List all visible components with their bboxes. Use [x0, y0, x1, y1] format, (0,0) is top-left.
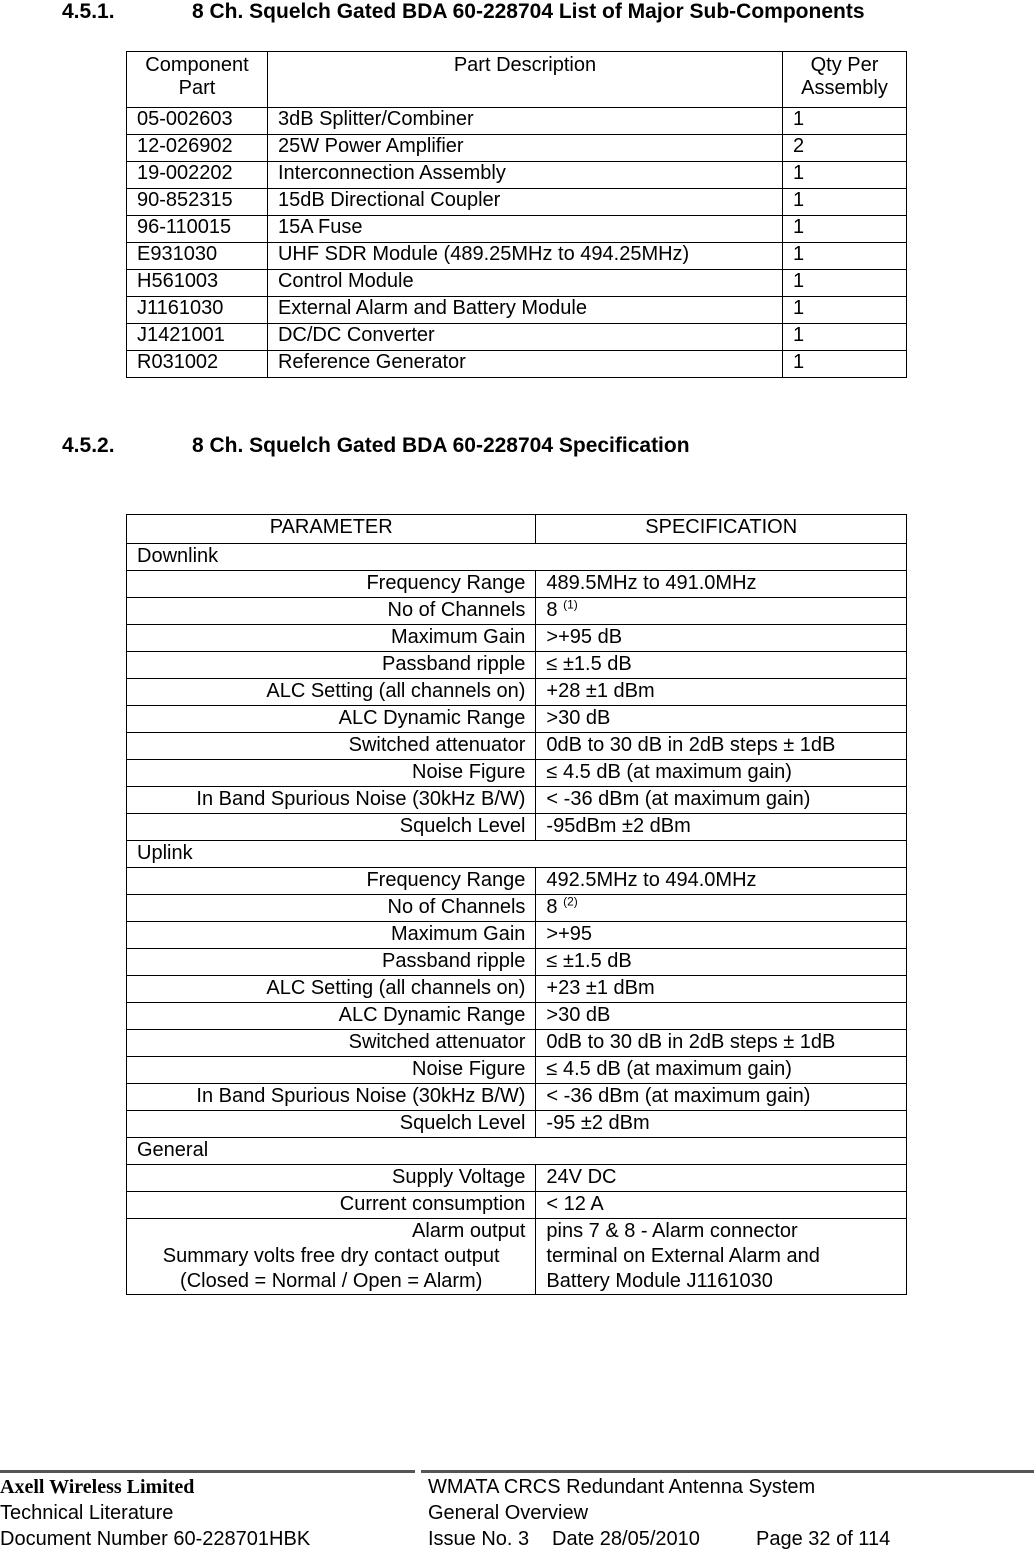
qty-per-assembly: 1: [783, 351, 907, 378]
header-part-description: Part Description: [267, 52, 782, 108]
specification: [536, 679, 907, 706]
specification: [536, 949, 907, 976]
spec-value: 489.5MHz to 491.0MHz: [546, 572, 757, 594]
qty-per-assembly: 1: [783, 270, 907, 297]
part-description: DC/DC Converter: [267, 324, 782, 351]
group-label: Uplink: [127, 841, 907, 868]
specification: [536, 1165, 907, 1192]
parameter: Frequency Range: [127, 868, 536, 895]
spec-value: < 12 A: [546, 1193, 604, 1215]
specification: [536, 814, 907, 841]
parameter: Squelch Level: [127, 814, 536, 841]
part-description: 25W Power Amplifier: [267, 135, 782, 162]
table-row: [127, 1084, 907, 1111]
parameter: Passband ripple: [127, 652, 536, 679]
footer-right: [428, 1474, 890, 1552]
table-row: [127, 895, 907, 922]
page-number: Page 32 of 114: [756, 1528, 891, 1550]
literature-label: Technical Literature: [0, 1502, 174, 1524]
qty-per-assembly: 1: [783, 243, 907, 270]
specification: [536, 1192, 907, 1219]
table-row: [127, 652, 907, 679]
section-heading-components: [62, 0, 865, 24]
specification: [536, 652, 907, 679]
table-row: [127, 1165, 907, 1192]
component-part: 90-852315: [127, 189, 268, 216]
parameter: Current consumption: [127, 1192, 536, 1219]
qty-per-assembly: 2: [783, 135, 907, 162]
table-row: [127, 270, 907, 297]
spec-value: >+95: [546, 923, 593, 945]
component-part: R031002: [127, 351, 268, 378]
table-row: [127, 243, 907, 270]
spec-value: 24V DC: [546, 1166, 617, 1188]
table-row: [127, 679, 907, 706]
specification: [536, 571, 907, 598]
footer-divider: [0, 1470, 1034, 1473]
specification: [536, 1057, 907, 1084]
issue-line: [428, 1526, 890, 1552]
specification: [536, 733, 907, 760]
spec-value: 8: [546, 896, 558, 918]
spec-value: -95 ±2 dBm: [546, 1112, 650, 1134]
parameter: In Band Spurious Noise (30kHz B/W): [127, 787, 536, 814]
section-heading-specification: [62, 434, 690, 458]
parameter: Maximum Gain: [127, 922, 536, 949]
qty-per-assembly: 1: [783, 108, 907, 135]
spec-value: >30 dB: [546, 1004, 611, 1026]
part-description: 3dB Splitter/Combiner: [267, 108, 782, 135]
alarm-specification: [536, 1219, 907, 1295]
component-part: 19-002202: [127, 162, 268, 189]
parameter: Squelch Level: [127, 1111, 536, 1138]
parameter: Frequency Range: [127, 571, 536, 598]
spec-value: +28 ±1 dBm: [546, 680, 655, 702]
part-description: Interconnection Assembly: [267, 162, 782, 189]
overview-label: General Overview: [428, 1502, 589, 1524]
spec-value: -95dBm ±2 dBm: [546, 815, 691, 837]
spec-value: +23 ±1 dBm: [546, 977, 655, 999]
header-parameter: PARAMETER: [127, 515, 536, 544]
table-header-row: [127, 52, 907, 108]
component-part: J1161030: [127, 297, 268, 324]
part-description: Reference Generator: [267, 351, 782, 378]
spec-value: < -36 dBm (at maximum gain): [546, 788, 811, 810]
parameter: ALC Setting (all channels on): [127, 679, 536, 706]
parameter: Maximum Gain: [127, 625, 536, 652]
component-part: J1421001: [127, 324, 268, 351]
specification: [536, 1030, 907, 1057]
table-row: [127, 189, 907, 216]
spec-value: >+95 dB: [546, 626, 623, 648]
table-row: [127, 598, 907, 625]
specification: [536, 598, 907, 625]
alarm-parameter-line: Alarm output: [412, 1220, 526, 1242]
alarm-parameter-line: (Closed = Normal / Open = Alarm): [180, 1270, 483, 1292]
qty-per-assembly: 1: [783, 324, 907, 351]
table-row: [127, 571, 907, 598]
table-row: [127, 814, 907, 841]
qty-per-assembly: 1: [783, 189, 907, 216]
spec-value: < -36 dBm (at maximum gain): [546, 1085, 811, 1107]
spec-value: ≤ ±1.5 dB: [546, 950, 632, 972]
header-specification: SPECIFICATION: [536, 515, 907, 544]
table-row: [127, 108, 907, 135]
section-number: 4.5.2.: [62, 434, 115, 457]
alarm-parameter: [127, 1219, 536, 1295]
parameter: In Band Spurious Noise (30kHz B/W): [127, 1084, 536, 1111]
issue-date: Date 28/05/2010: [552, 1528, 700, 1550]
section-number: 4.5.1.: [62, 0, 115, 23]
table-row: [127, 706, 907, 733]
table-row: [127, 162, 907, 189]
part-description: Control Module: [267, 270, 782, 297]
group-row-general: [127, 1138, 907, 1165]
parameter: Noise Figure: [127, 760, 536, 787]
table-row: [127, 760, 907, 787]
part-description: 15A Fuse: [267, 216, 782, 243]
footer-left: [0, 1474, 310, 1552]
spec-value: 8: [546, 599, 558, 621]
specification: [536, 895, 907, 922]
table-row: [127, 216, 907, 243]
table-row: [127, 1111, 907, 1138]
parameter: No of Channels: [127, 895, 536, 922]
system-name: WMATA CRCS Redundant Antenna System: [428, 1476, 816, 1498]
table-row: [127, 733, 907, 760]
table-row: [127, 868, 907, 895]
group-row-uplink: [127, 841, 907, 868]
table-row: [127, 922, 907, 949]
specification: [536, 1111, 907, 1138]
spec-value: 0dB to 30 dB in 2dB steps ± 1dB: [546, 1031, 836, 1053]
group-label: General: [127, 1138, 907, 1165]
specification: [536, 922, 907, 949]
part-description: 15dB Directional Coupler: [267, 189, 782, 216]
parameter: Switched attenuator: [127, 1030, 536, 1057]
alarm-specification-line: Battery Module J1161030: [546, 1270, 773, 1292]
specification: [536, 1084, 907, 1111]
table-row: [127, 1219, 907, 1295]
spec-value: 0dB to 30 dB in 2dB steps ± 1dB: [546, 734, 836, 756]
table-row: [127, 1192, 907, 1219]
company-name: Axell Wireless Limited: [0, 1476, 195, 1498]
table-row: [127, 1030, 907, 1057]
qty-per-assembly: 1: [783, 297, 907, 324]
parameter: Switched attenuator: [127, 733, 536, 760]
qty-per-assembly: 1: [783, 216, 907, 243]
table-header-row: [127, 515, 907, 544]
parameter: No of Channels: [127, 598, 536, 625]
table-row: [127, 976, 907, 1003]
table-row: [127, 625, 907, 652]
parameter: ALC Dynamic Range: [127, 706, 536, 733]
specification: [536, 1003, 907, 1030]
component-part: H561003: [127, 270, 268, 297]
parameter: ALC Dynamic Range: [127, 1003, 536, 1030]
component-part: 05-002603: [127, 108, 268, 135]
component-part: 12-026902: [127, 135, 268, 162]
table-row: [127, 297, 907, 324]
table-row: [127, 1057, 907, 1084]
table-row: [127, 135, 907, 162]
header-component-part: Component Part: [127, 52, 268, 108]
specification: [536, 976, 907, 1003]
spec-value: >30 dB: [546, 707, 611, 729]
footnote-ref: (2): [563, 894, 578, 909]
table-row: [127, 324, 907, 351]
group-row-downlink: [127, 544, 907, 571]
header-qty: Qty Per Assembly: [783, 52, 907, 108]
section-title: 8 Ch. Squelch Gated BDA 60-228704 List of Major Sub-Components: [192, 0, 865, 23]
group-label: Downlink: [127, 544, 907, 571]
table-row: [127, 1003, 907, 1030]
part-description: UHF SDR Module (489.25MHz to 494.25MHz): [267, 243, 782, 270]
parameter: Passband ripple: [127, 949, 536, 976]
table-row: [127, 787, 907, 814]
specification: [536, 868, 907, 895]
document-number: Document Number 60-228701HBK: [0, 1528, 311, 1550]
table-row: [127, 949, 907, 976]
specification: [536, 706, 907, 733]
alarm-parameter-line: Summary volts free dry contact output: [162, 1245, 500, 1267]
alarm-specification-line: terminal on External Alarm and: [546, 1245, 820, 1267]
specification: [536, 625, 907, 652]
footnote-ref: (1): [563, 597, 578, 612]
component-part: 96-110015: [127, 216, 268, 243]
components-table: [126, 51, 907, 378]
part-description: External Alarm and Battery Module: [267, 297, 782, 324]
alarm-specification-line: pins 7 & 8 - Alarm connector: [546, 1220, 798, 1242]
specification-table: [126, 514, 907, 1295]
parameter: Noise Figure: [127, 1057, 536, 1084]
spec-value: ≤ 4.5 dB (at maximum gain): [546, 761, 792, 783]
issue-number: Issue No. 3: [428, 1528, 530, 1550]
parameter: ALC Setting (all channels on): [127, 976, 536, 1003]
spec-value: ≤ 4.5 dB (at maximum gain): [546, 1058, 792, 1080]
component-part: E931030: [127, 243, 268, 270]
spec-value: ≤ ±1.5 dB: [546, 653, 632, 675]
parameter: Supply Voltage: [127, 1165, 536, 1192]
section-title: 8 Ch. Squelch Gated BDA 60-228704 Specification: [192, 434, 690, 457]
specification: [536, 760, 907, 787]
specification: [536, 787, 907, 814]
table-row: [127, 351, 907, 378]
spec-value: 492.5MHz to 494.0MHz: [546, 869, 757, 891]
qty-per-assembly: 1: [783, 162, 907, 189]
